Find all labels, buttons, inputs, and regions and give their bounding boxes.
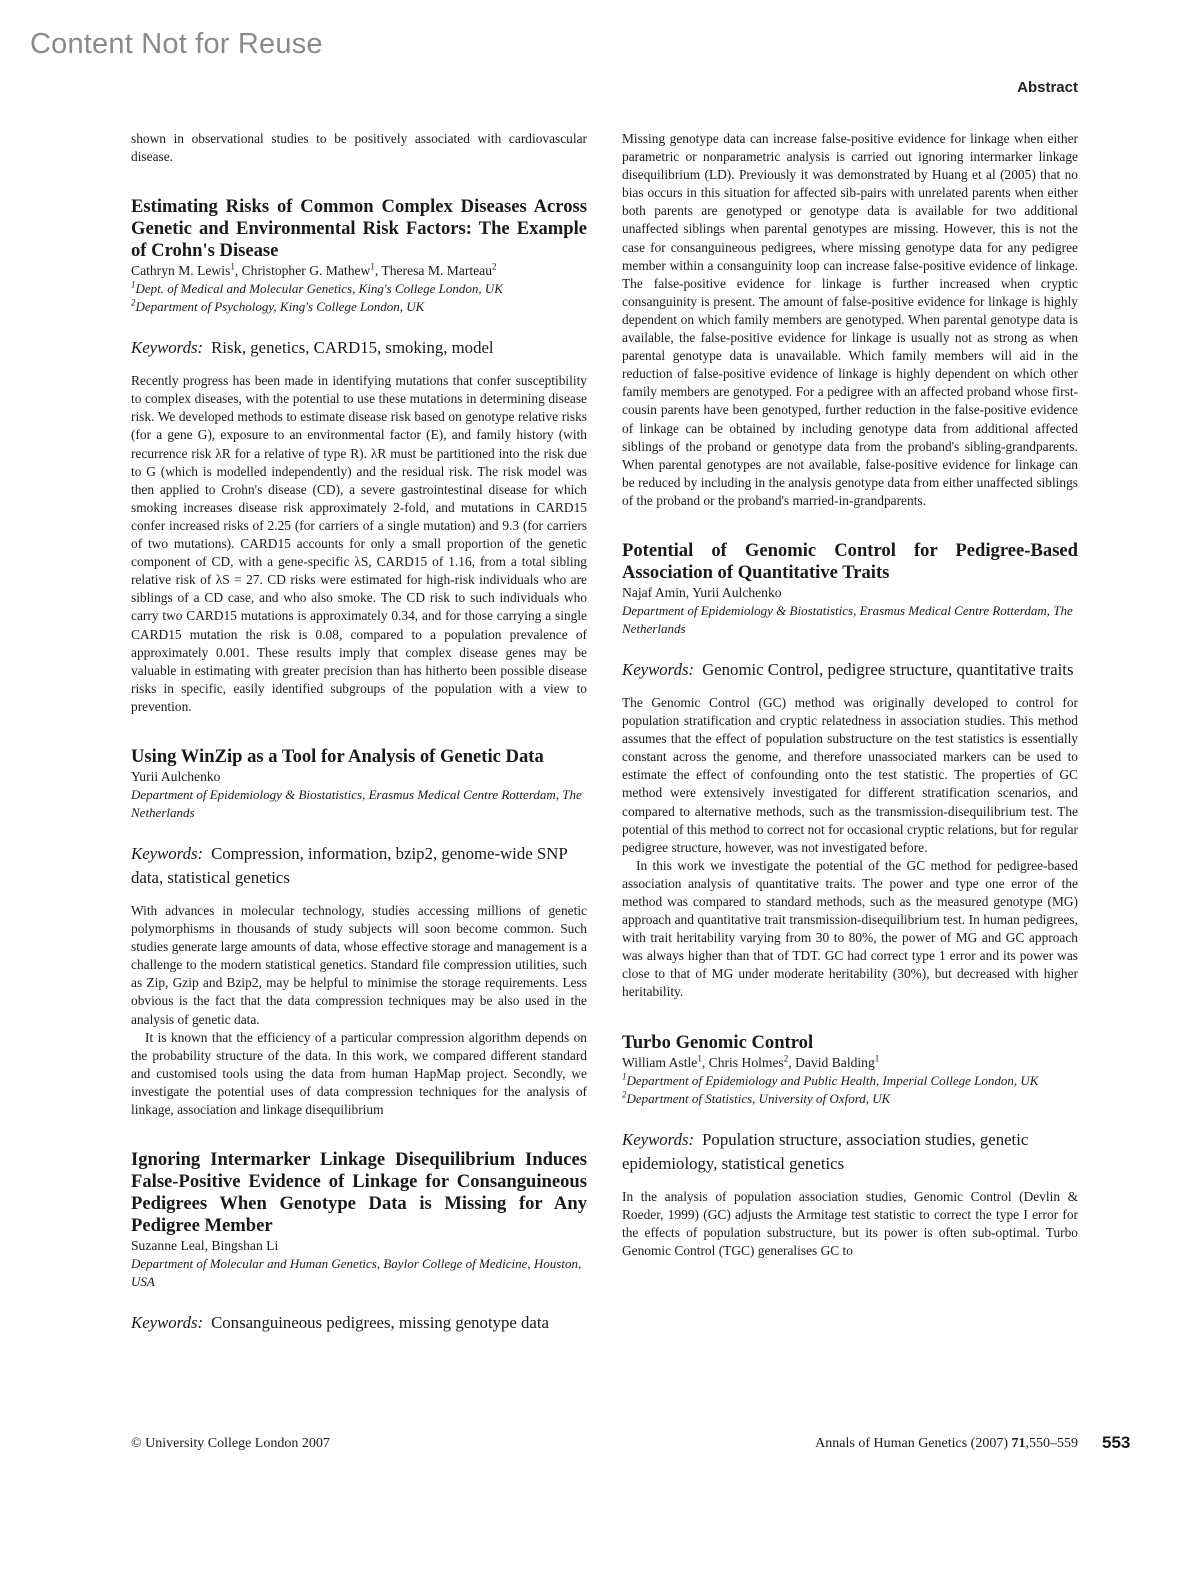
abstract-winzip bbox=[131, 746, 587, 1119]
affiliation: $^2$Department of Statistics, University of Oxford, UK bbox=[622, 1089, 891, 1106]
journal-citation: Annals of Human Genetics (2007) 71,550–559 bbox=[815, 1436, 1078, 1451]
abstract-ld-consanguineous bbox=[131, 1149, 587, 1335]
keywords: Keywords: Consanguineous pedigrees, missing genotype data bbox=[131, 1313, 549, 1333]
keywords: Keywords: Population structure, association studies, genetic epidemiology, statistical genetics bbox=[622, 1129, 1029, 1173]
author-name: Chris Holmes bbox=[708, 1054, 784, 1070]
abstract-body: It is known that the efficiency of a particular compression algorithm depends on the probability structure of the data. In this work, we compared different standard and customised tools using the data from human HapMap project. Secondly, we investigate the potential uses of data compression techniques for the analysis of linkage, association and linkage disequilibrium bbox=[131, 1029, 587, 1117]
abstract-title: Potential of Genomic Control for Pedigree-Based Association of Quantitative Traits bbox=[622, 539, 1078, 583]
abstract-body: The Genomic Control (GC) method was originally developed to control for population stratification and cryptic relatedness in association studies. This method assumes that the effect of population substructure on the test statistics is essentially constant across the genome, and therefore unassociated markers can be used to estimate the effect of confounding onto the test statistic. The properties of GC method were extensively investigated for different stratification scenarios, and compared to alternative methods, such as the transmission-disequilibrium test. The potential of this method to correct not for occasional cryptic relations, but for regular pedigree structure, however, was not investigated before. bbox=[622, 694, 1078, 855]
abstract-body: In this work we investigate the potential of the GC method for pedigree-based association analysis of quantitative traits. The power and type one error of the method was compared to standard methods, such as the measured genotype (MG) approach and quantitative trait transmission-disequilibrium test. In human pedigrees, with trait heritability varying from 30 to 80%, the power of MG and GC approach was always higher than that of TDT. GC had correct type 1 error and its power was close to that of MG under moderate heritability (30%), but decreased with higher heritability. bbox=[622, 857, 1078, 1000]
abstract-body: Missing genotype data can increase false-positive evidence for linkage when either parametric or nonparametric analysis is carried out ignoring intermarker linkage disequilibrium (LD). Previously it was demonstrated by Huang et al (2005) that no bias occurs in this situation for affected sib-pairs with unrelated parents when either both parents are genotyped or genotype data is available for two additional unaffected siblings when parental genotypes are missing. However, this is not the case for consanguineous pedigrees, where missing genotype data for any pedigree member within a consanguinity loop can increase false-positive evidence of linkage. The false-positive evidence for linkage is further increased when cryptic consanguinity is present. The amount of false-positive evidence for linkage is highly dependent on which family members are genotyped. When parental genotype data is available, the false-positive evidence for linkage is usually not as strong as when parental genotype data is unavailable. Which family members will aid in the reduction of false-positive evidence of linkage is highly dependent on which other family members are genotyped. For a pedigree with an affected proband whose first-cousin parents have been genotyped, further reduction in the false-positive evidence of linkage can be obtained by including genotype data from additional affected siblings of the proband or genotype data from the proband's sibling-grandparents. When parental genotypes are not available, false-positive evidence for linkage can be reduced by including in the analysis genotype data from either unaffected siblings of the proband or the proband's married-in-grandparents. bbox=[622, 131, 1078, 508]
affiliation: Department of Molecular and Human Genetics, Baylor College of Medicine, Houston, USA bbox=[131, 1256, 582, 1290]
copyright-notice: © University College London 2007 bbox=[131, 1436, 330, 1451]
author-name: Christopher G. Mathew bbox=[241, 263, 371, 279]
abstract-title: Estimating Risks of Common Complex Diseases Across Genetic and Environmental Risk Factors: The Example of Crohn's Disease bbox=[131, 196, 587, 262]
affiliation: $^2$Department of Psychology, King's College London, UK bbox=[131, 297, 425, 315]
abstract-title: Turbo Genomic Control bbox=[622, 1031, 814, 1053]
abstract-genomic-control-pedigree bbox=[622, 540, 1078, 1002]
abstract-crohns-risk bbox=[131, 196, 587, 716]
right-column bbox=[622, 130, 1078, 1260]
left-column bbox=[131, 130, 587, 1335]
affiliation: Department of Epidemiology & Biostatistics, Erasmus Medical Centre Rotterdam, The Netherlands bbox=[131, 786, 582, 820]
keywords: Keywords: Compression, information, bzip2, genome-wide SNP data, statistical genetics bbox=[131, 843, 568, 887]
author-list: Yurii Aulchenko bbox=[131, 768, 221, 784]
author-name: Cathryn M. Lewis bbox=[131, 263, 231, 279]
keywords: Keywords: Risk, genetics, CARD15, smoking, model bbox=[131, 338, 494, 358]
author-name: David Balding bbox=[795, 1054, 875, 1070]
continued-text: shown in observational studies to be positively associated with cardiovascular disease. bbox=[131, 131, 587, 165]
author-name: William Astle bbox=[622, 1054, 698, 1070]
affiliation: Department of Epidemiology & Biostatistics, Erasmus Medical Centre Rotterdam, The Netherlands bbox=[622, 602, 1073, 636]
abstract-title: Ignoring Intermarker Linkage Disequilibrium Induces False-Positive Evidence of Linkage for Consanguineous Pedigrees When Genotype Data is Missing for Any Pedigree Member bbox=[131, 1149, 587, 1237]
author-list: Suzanne Leal, Bingshan Li bbox=[131, 1238, 279, 1254]
author-list: William Astle$^1$, Chris Holmes$^2$, David Balding$^1$ bbox=[622, 1053, 880, 1070]
abstract-body: With advances in molecular technology, studies accessing millions of genetic polymorphisms in thousands of study subjects will soon become common. Such studies generate large amounts of data, whose effective storage and management is a challenge to the modern statistical genetics. Standard file compression utilities, such as Zip, Gzip and Bzip2, may be helpful to minimise the storage requirements. Less obvious is the fact that the data compression techniques may be also used in the analysis of genetic data. bbox=[131, 902, 587, 1027]
affiliation: $^1$Dept. of Medical and Molecular Genetics, King's College London, UK bbox=[131, 279, 503, 297]
author-list: Cathryn M. Lewis$^1$, Christopher G. Mathew$^1$, Theresa M. Marteau$^2$ bbox=[131, 261, 497, 279]
author-list: Najaf Amin, Yurii Aulchenko bbox=[622, 584, 782, 600]
page-number: 553 bbox=[1102, 1433, 1131, 1452]
abstract-title: Using WinZip as a Tool for Analysis of Genetic Data bbox=[131, 745, 544, 767]
abstract-body: In the analysis of population association studies, Genomic Control (Devlin & Roeder, 1999) (GC) adjusts the Armitage test statistic to correct the type I error for the effects of population substructure, but its power is often sub-optimal. Turbo Genomic Control (TGC) generalises GC to bbox=[622, 1188, 1078, 1258]
author-name: Theresa M. Marteau bbox=[381, 263, 493, 279]
affiliation: $^1$Department of Epidemiology and Public Health, Imperial College London, UK bbox=[622, 1071, 1039, 1088]
abstract-body: Recently progress has been made in identifying mutations that confer susceptibility to complex diseases, with the potential to use these mutations in determining disease risk. We developed methods to estimate disease risk based on genotype relative risks (for a gene G), exposure to an environmental factor (E), and family history (with recurrence risk λR for a relative of type R). λR must be partitioned into the risk due to G (which is modelled independently) and the residual risk. The risk model was then applied to Crohn's disease (CD), a severe gastrointestinal disease for which smoking increases disease risk approximately 2-fold, and mutations in CARD15 confer increased risks of 2.25 (for carriers of a single mutation) and 9.3 (for carriers of two mutations). CARD15 accounts for only a small proportion of the genetic component of CD, with a gene-specific λS, CARD15 of 1.16, from a total sibling relative risk of λS = 27. CD risks were estimated for high-risk individuals who are siblings of a CD case, and who also smoke. The CD risk to such individuals who carry two CARD15 mutations is approximately 0.34, and for those carrying a single CARD15 mutation the risk is 0.08, compared to a population prevalence of approximately 0.001. These results imply that complex disease genes may be valuable in estimating with greater precision than has hitherto been possible disease risks in specific, easily identified subgroups of the population with a view to prevention. bbox=[131, 373, 587, 714]
abstract-turbo-genomic-control bbox=[622, 1032, 1078, 1260]
watermark-text: Content Not for Reuse bbox=[30, 28, 323, 60]
keywords: Keywords: Genomic Control, pedigree structure, quantitative traits bbox=[622, 659, 1074, 679]
section-heading-abstract: Abstract bbox=[1017, 79, 1078, 96]
